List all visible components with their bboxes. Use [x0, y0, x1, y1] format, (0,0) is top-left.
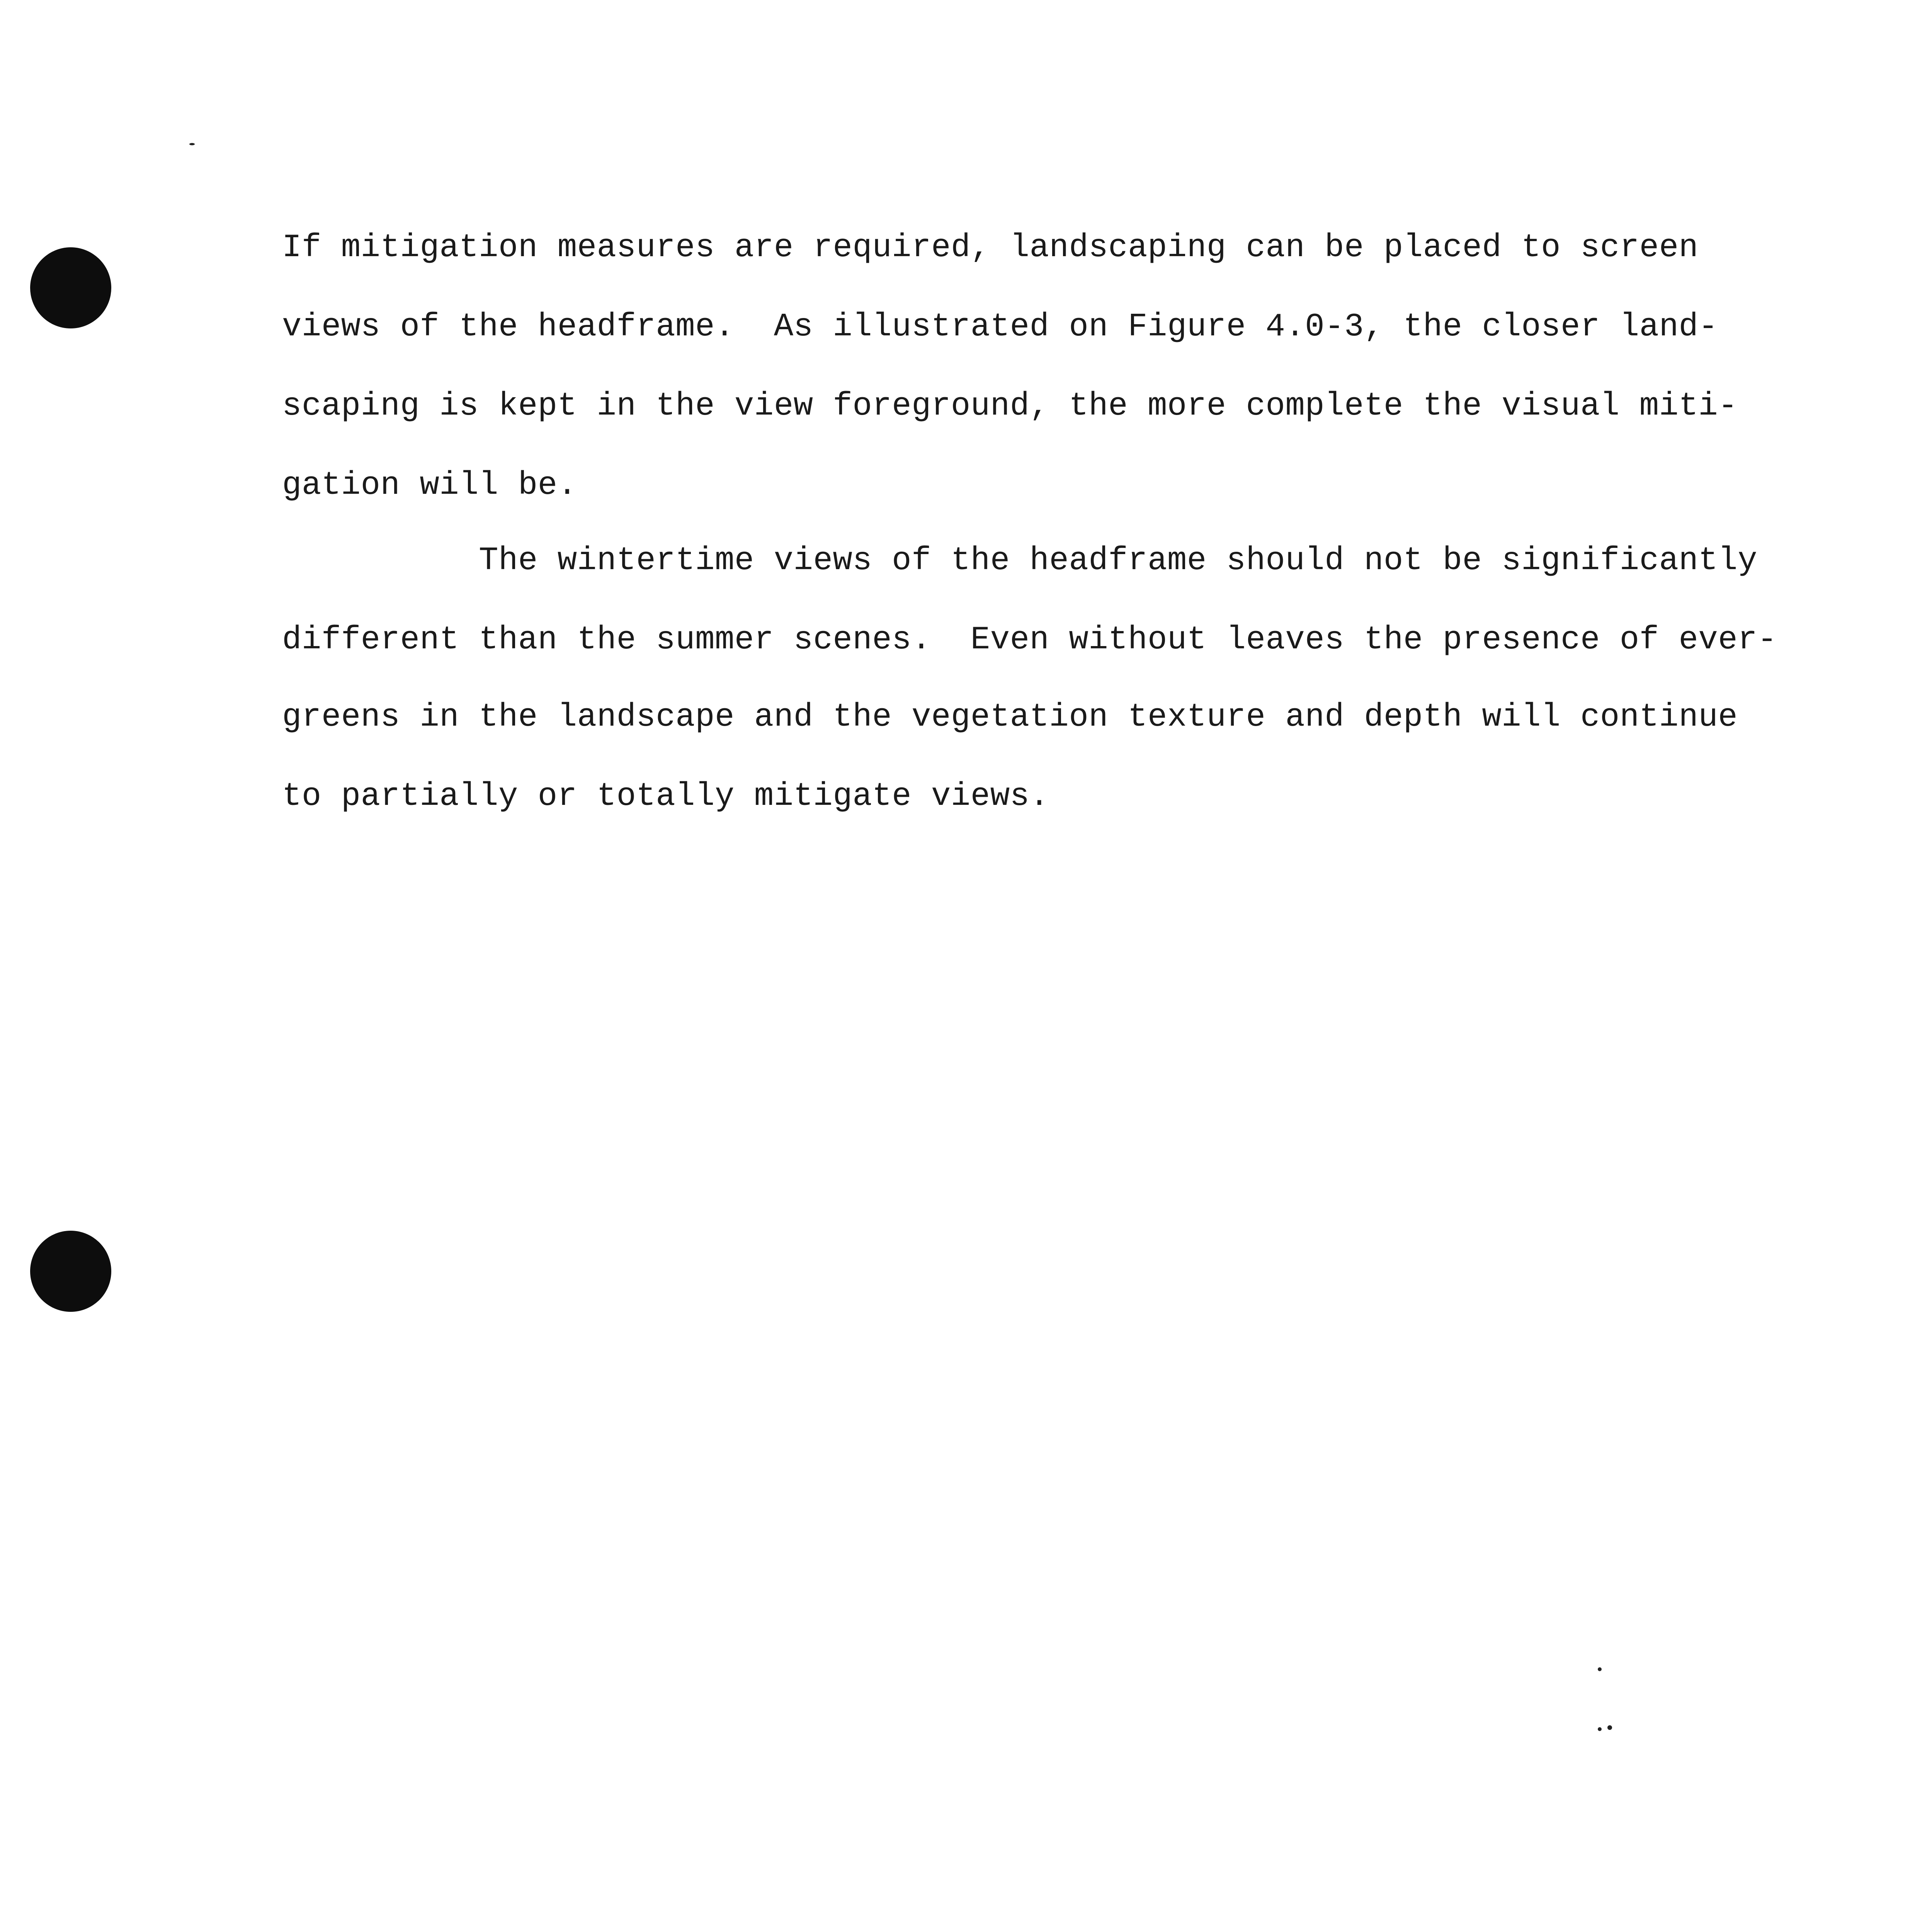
paragraph-1-line-2: views of the headframe. As illustrated on Figure 4.0-3, the closer land- [282, 309, 1718, 345]
punch-hole-top [30, 247, 111, 328]
paragraph-1-line-1: If mitigation measures are required, landscaping can be placed to screen [282, 230, 1699, 266]
paragraph-2-line-3: greens in the landscape and the vegetation texture and depth will continue [282, 699, 1738, 736]
paragraph-2-line-2: different than the summer scenes. Even without leaves the presence of ever- [282, 622, 1777, 658]
scan-speck [1598, 1727, 1602, 1731]
paragraph-1-line-4: gation will be. [282, 467, 577, 504]
scan-speck [189, 143, 195, 145]
paragraph-2-line-1: The wintertime views of the headframe should not be significantly [282, 543, 1758, 579]
punch-hole-middle [30, 1231, 111, 1312]
paragraph-2-line-4: to partially or totally mitigate views. [282, 778, 1049, 815]
scan-speck [1598, 1667, 1602, 1671]
paragraph-1-line-3: scaping is kept in the view foreground, the more complete the visual miti- [282, 388, 1738, 425]
scan-speck [1607, 1725, 1612, 1730]
